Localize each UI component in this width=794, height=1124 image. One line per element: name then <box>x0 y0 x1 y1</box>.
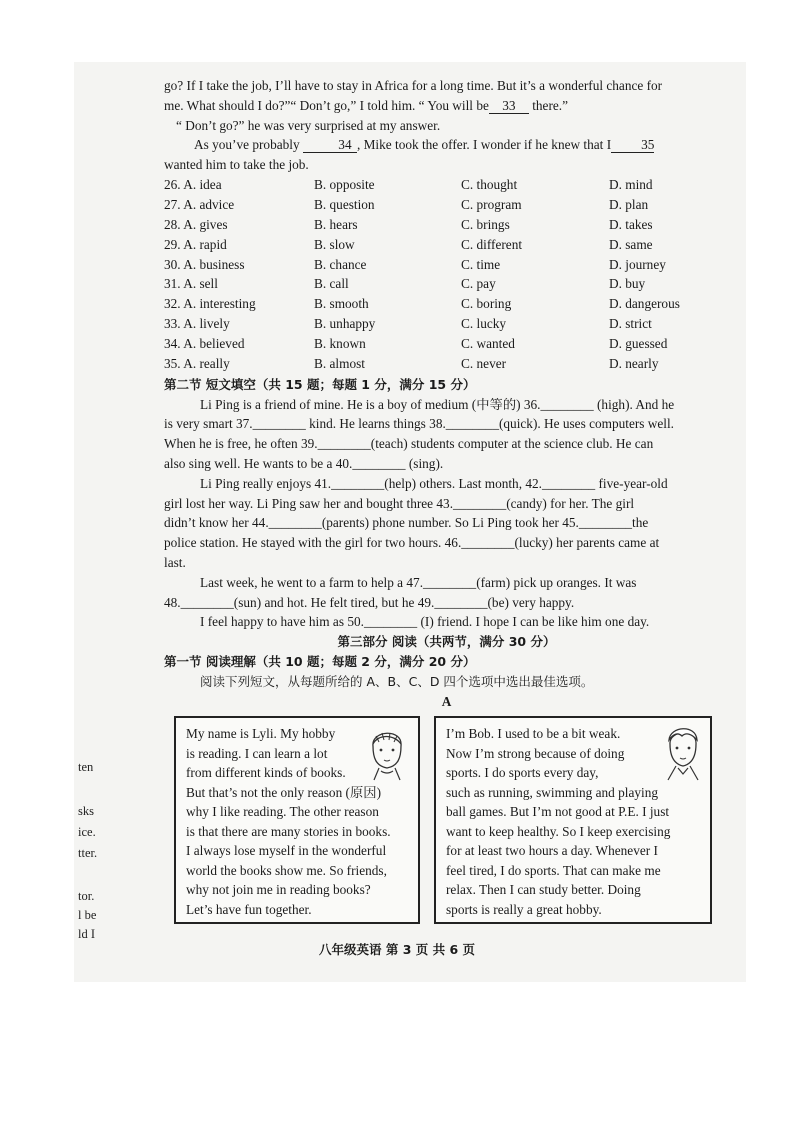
margin-fragment: sks <box>78 804 94 818</box>
exam-page <box>164 76 729 711</box>
blank-35: 35 <box>611 138 654 153</box>
option-row: 33. A. lively B. unhappy C. lucky D. strict <box>164 316 652 332</box>
section2-title: 第二节 短文填空（共 15 题；每题 1 分，满分 15 分） <box>164 376 476 392</box>
fill-line: Last week, he went to a farm to help a 47.________(farm) pick up oranges. It was <box>200 574 637 590</box>
margin-fragment: ice. <box>78 825 96 839</box>
margin-fragment: ld I <box>78 927 96 941</box>
passage-line: wanted him to take the job. <box>164 157 309 173</box>
options-table <box>164 175 729 374</box>
blank-33: 33 <box>489 99 529 114</box>
fill-line: police station. He stayed with the girl for two hours. 46.________(lucky) her parents came at <box>164 535 660 551</box>
part3-title: 第三部分 阅读（共两节，满分 30 分） <box>337 634 556 650</box>
reading-boxes <box>174 716 712 926</box>
margin-fragment: ten <box>78 760 94 774</box>
passage-line: go? If I take the job, I’ll have to stay in Africa for a long time. But it’s a wonderful chance for <box>164 78 663 93</box>
option-row: 32. A. interesting B. smooth C. boring D. dangerous <box>164 296 680 312</box>
option-row: 30. A. business B. chance C. time D. journey <box>164 256 666 272</box>
lyli-box <box>174 716 420 924</box>
fill-line: I feel happy to have him as 50.________ (I) friend. I hope I can be like him one day. <box>200 614 650 630</box>
fill-line: also sing well. He wants to be a 40.________ (sing). <box>164 456 444 472</box>
option-row: 29. A. rapid B. slow C. different D. same <box>164 236 653 252</box>
option-row: 31. A. sell B. call C. pay D. buy <box>164 276 646 292</box>
option-row: 27. A. advice B. question C. program D. plan <box>164 196 649 212</box>
fill-line: Li Ping really enjoys 41.________(help) others. Last month, 42.________ five-year-old <box>200 475 668 491</box>
fill-line: When he is free, he often 39.________(teach) students computer at the science club. He can <box>164 436 654 452</box>
blank-34: 34 <box>303 138 357 153</box>
fill-line: didn’t know her 44.________(parents) phone number. So Li Ping took her 45.________the <box>164 515 649 531</box>
section1-title: 第一节 阅读理解（共 10 题；每题 2 分，满分 20 分） <box>164 654 476 670</box>
fill-line: is very smart 37.________ kind. He learns things 38.________(quick). He uses computers well. <box>164 416 675 432</box>
passage-line: me. What should I do?”“ Don’t go,” I told him. “ You will be 33 there.” <box>164 97 568 113</box>
passage-line: As you’ve probably 34 , Mike took the offer. I wonder if he knew that I 35 <box>194 137 655 153</box>
fill-line: Li Ping is a friend of mine. He is a boy of medium (中等的) 36.________ (high). And he <box>200 396 675 412</box>
option-row: 26. A. idea B. opposite C. thought D. mind <box>164 176 653 192</box>
section1-instruction: 阅读下列短文，从每题所给的 A、B、C、D 四个选项中选出最佳选项。 <box>200 673 594 689</box>
fill-line: last. <box>164 555 186 571</box>
bob-text: I’m Bob. I used to be a bit weak. Now I’m strong because of doing sports. I do sports every day, such as running, swimming and playing ball games. But I’m not good at P.E. I just want to keep healthy. So I keep exercising for at least two hours a day. Whenever I feel tired, I do sports. That can make me relax. Then I can study better. Doing sports is really a great hobby. <box>446 726 671 917</box>
passage-line: “ Don’t go?” he was very surprised at my answer. <box>176 117 441 133</box>
margin-fragment: tter. <box>78 846 98 860</box>
margin-fragment: l be <box>78 908 97 922</box>
option-row: 34. A. believed B. known C. wanted D. guessed <box>164 336 668 352</box>
option-row: 35. A. really B. almost C. never D. nearly <box>164 356 659 371</box>
margin-fragment: tor. <box>78 889 95 903</box>
bob-box <box>434 716 712 924</box>
page-footer: 八年级英语 第 3 页 共 6 页 <box>318 942 475 957</box>
option-row: 28. A. gives B. hears C. brings D. takes <box>164 216 653 232</box>
fill-line: 48.________(sun) and hot. He felt tired, but he 49.________(be) very happy. <box>164 594 575 610</box>
passage-label: A <box>441 693 452 709</box>
lyli-text: My name is Lyli. My hobby is reading. I can learn a lot from different kinds of books. But that’s not the only reason (原因) why I like reading. The other reason is that there are many stories in books. I always lose myself in the wonderful world the books show me. So friends, why not join me in reading books? Let’s have fun together. <box>186 726 391 917</box>
fill-line: girl lost her way. Li Ping saw her and bought three 43.________(candy) for her. The girl <box>164 495 635 511</box>
